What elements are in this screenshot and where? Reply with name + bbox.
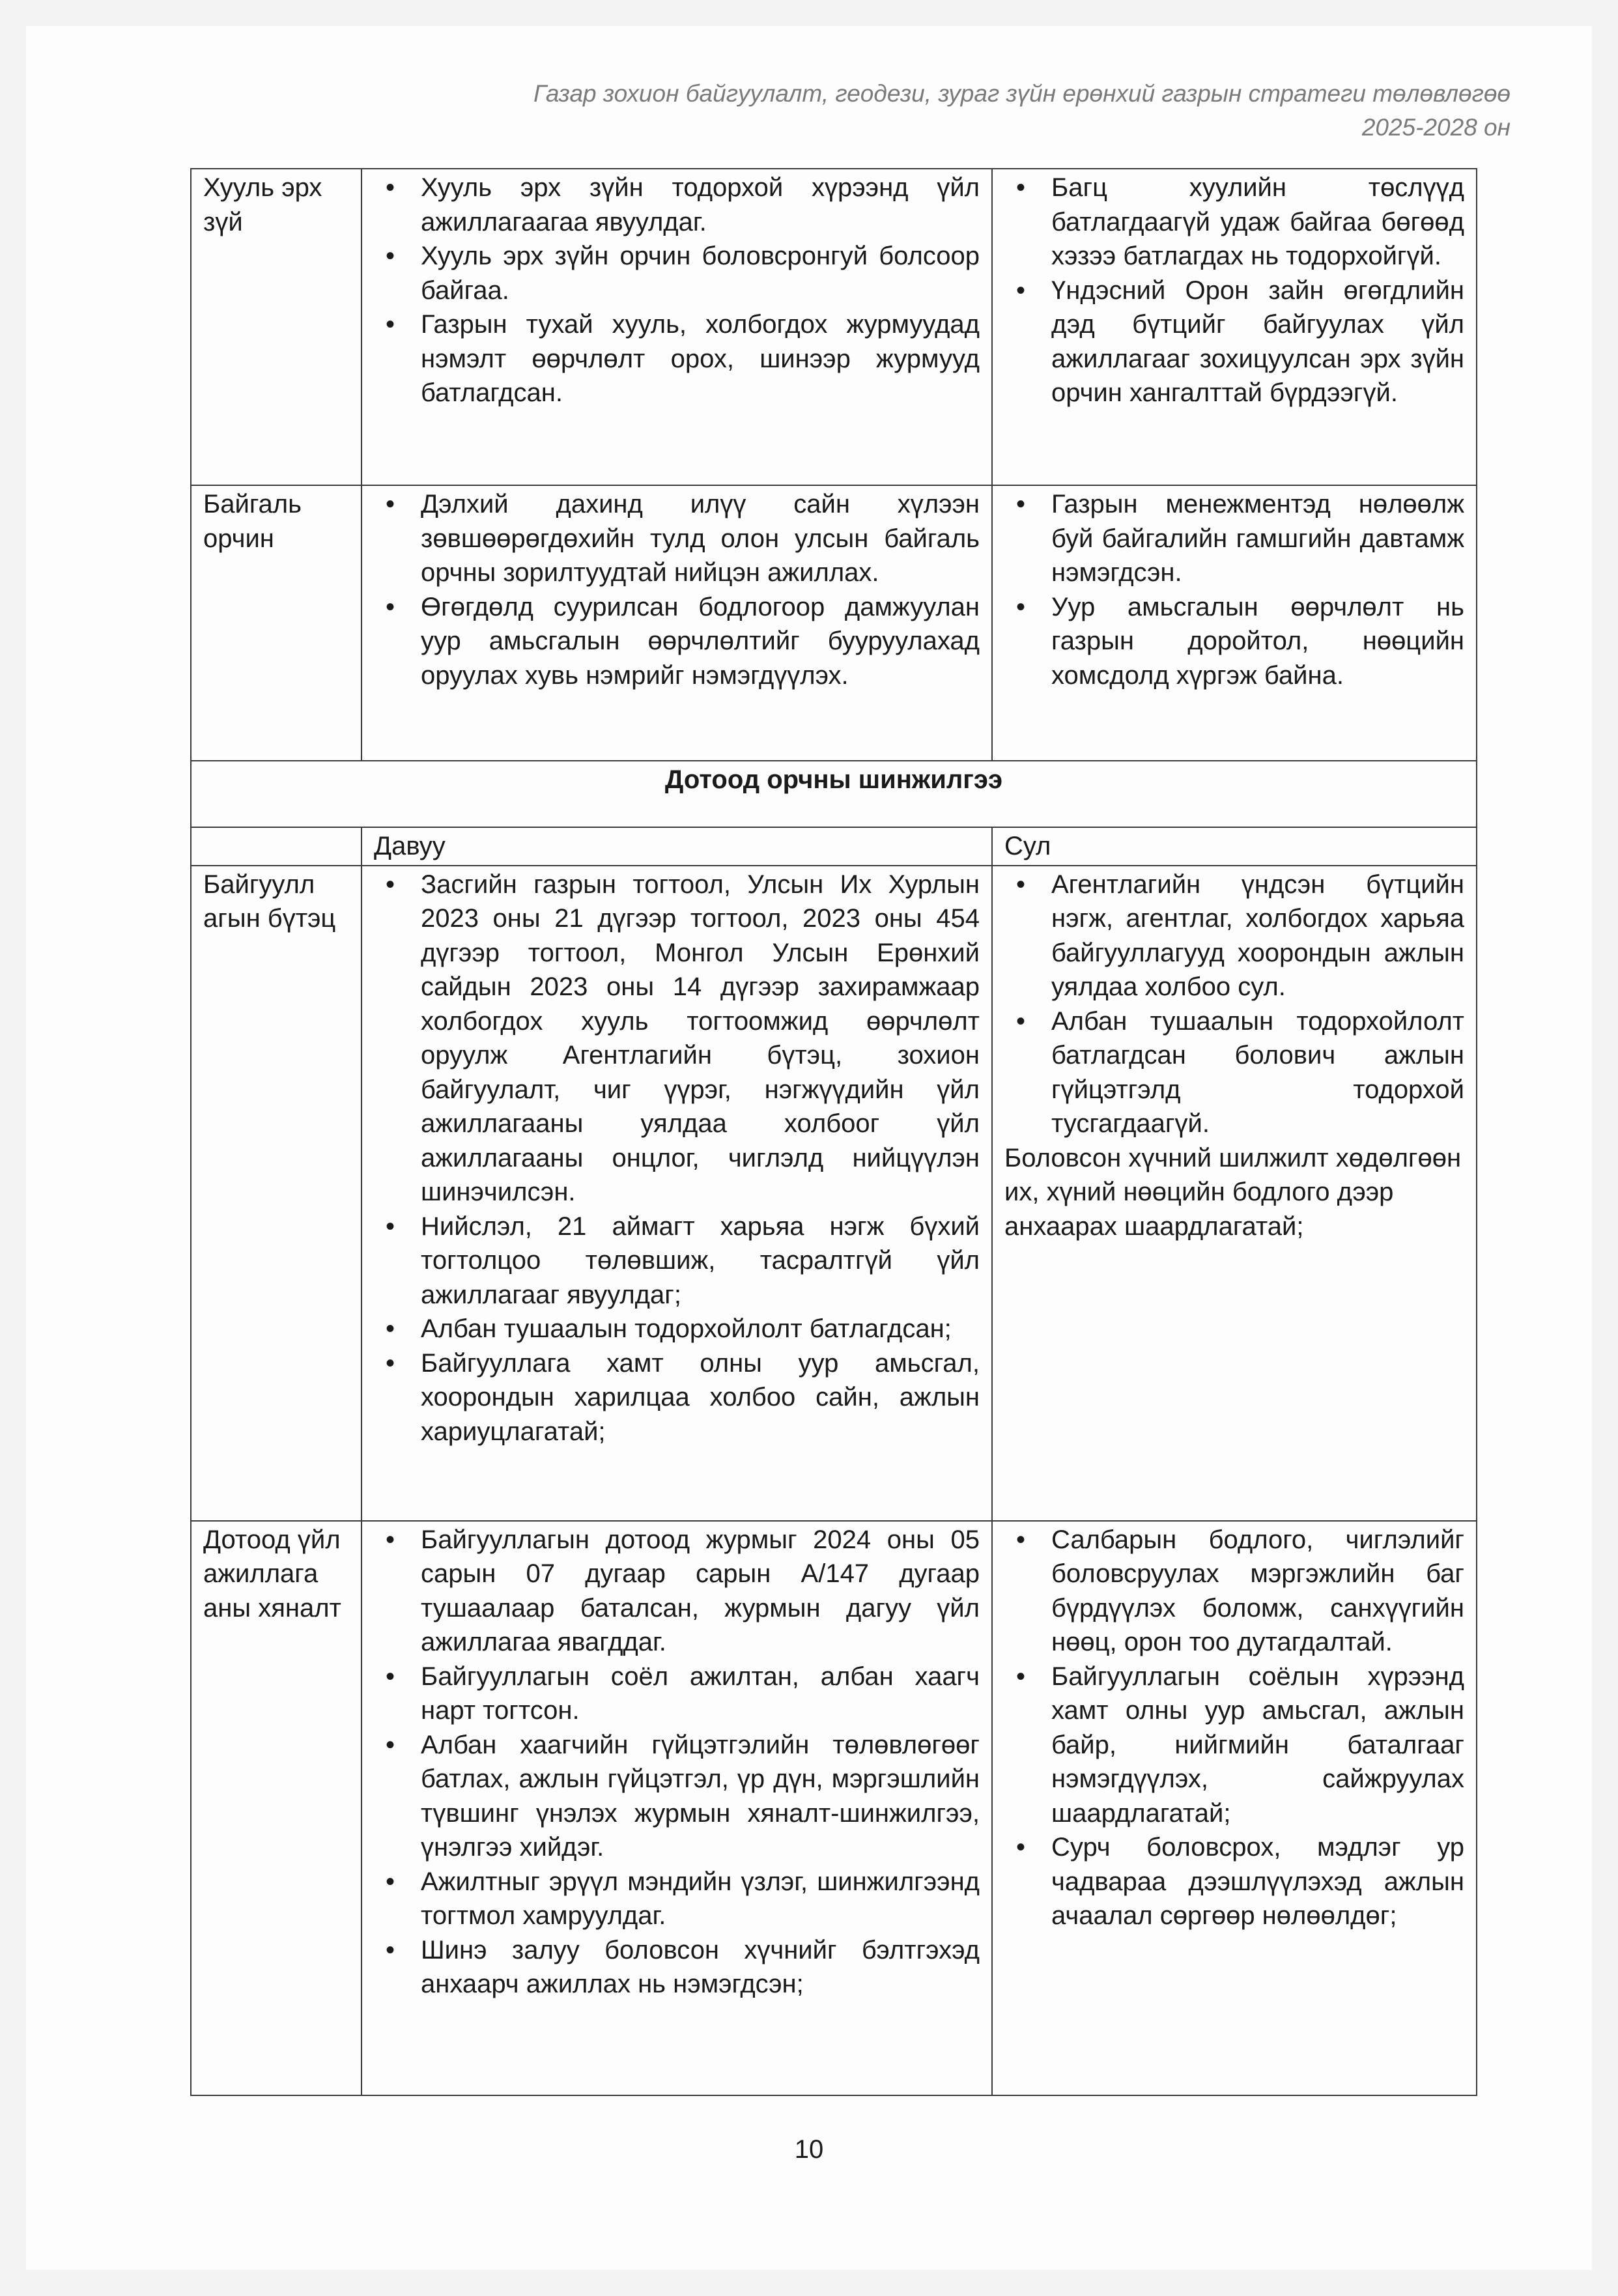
list-item: • Сурч боловсрох, мэдлэг ур чадвараа дээшлүүлэхэд ажлын ачаалал сөргөөр нөлөөлдөг; [1004,1830,1464,1933]
row-label-control: Дотоод үйл ажиллага аны хяналт [191,1521,362,2095]
swot-table [190,168,1477,2096]
list-item: • Байгууллагын дотоод журмыг 2024 оны 05 сарын 07 дугаар сарын А/147 дугаар тушаалаар баталсан, журмын дагуу үйл ажиллагаа явагддаг. [374,1523,980,1660]
list-item: • Шинэ залуу боловсон хүчнийг бэлтгэхэд анхаарч ажиллах нь нэмэгдсэн; [374,1933,980,2002]
structure-extra-note: Боловсон хүчний шилжилт хөдөлгөөн их, хүний нөөцийн бодлого дээр анхаарах шаардлагатай; [1004,1143,1462,1241]
list-item: • Агентлагийн үндсэн бүтцийн нэгж, агентлаг, холбогдох харьяа байгууллагууд хоорондын ажлын уялдаа холбоо сул. [1004,868,1464,1004]
list-item: • Хууль эрх зүйн тодорхой хүрээнд үйл ажиллагаагаа явуулдаг. [374,171,980,239]
page-header [533,77,1511,145]
section-title: Дотоод орчны шинжилгээ [191,761,1477,827]
table-row-control [191,1521,1477,2095]
table-row-nature [191,485,1477,761]
list-item: • Албан хаагчийн гүйцэтгэлийн төлөвлөгөөг батлах, ажлын гүйцэтгэл, үр дүн, мэргэшлийн түвшинг үнэлэх журмын хяналт-шинжилгээ, үнэлгээ хийдэг. [374,1728,980,1865]
list-item: • Газрын тухай хууль, холбогдох журмуудад нэмэлт өөрчлөлт орох, шинээр журмууд батлагдсан. [374,307,980,410]
control-strengths-cell [362,1521,992,2095]
law-strengths-cell [362,169,992,485]
list-item: • Дэлхий дахинд илүү сайн хүлээн зөвшөөрөгдөхийн тулд олон улсын байгаль орчны зорилтуудтай нийцэн ажиллах. [374,487,980,590]
header-years: 2025-2028 он [1361,114,1511,141]
list-item: • Засгийн газрын тогтоол, Улсын Их Хурлын 2023 оны 21 дүгээр тогтоол, 2023 оны 454 дүгээр тогтоол, Монгол Улсын Ерөнхий сайдын 2023 оны 14 дүгээр захирамжаар холбогдох хууль тогтоомжид өөрчлөлт оруулж Агентлагийн бүтэц, зохион байгуулалт, чиг үүрэг, нэгжүүдийн үйл ажиллагааны уялдаа холбоог үйл ажиллагааны онцлог, чиглэлд нийцүүлэн шинэчилсэн. [374,868,980,1210]
list-item: • Байгууллагын соёлын хүрээнд хамт олны уур амьсгал, ажлын байр, нийгмийн баталгааг нэмэгдүүлэх, сайжруулах шаардлагатай; [1004,1660,1464,1831]
nature-strengths-cell [362,485,992,761]
list-item: • Багц хуулийн төслүүд батлагдаагүй удаж байгаа бөгөөд хэзээ батлагдах нь тодорхойгүй. [1004,171,1464,274]
column-header-row [191,827,1477,866]
list-item: • Газрын менежментэд нөлөөлж буй байгалийн гамшгийн давтамж нэмэгдсэн. [1004,487,1464,590]
column-header-empty [191,827,362,866]
table-row-structure [191,866,1477,1521]
list-item: • Нийслэл, 21 аймагт харьяа нэгж бүхий тогтолцоо төлөвшиж, тасралтгүй үйл ажиллагааг явуулдаг; [374,1210,980,1312]
structure-strengths-cell [362,866,992,1521]
section-row [191,761,1477,827]
list-item: • Үндэсний Орон зайн өгөгдлийн дэд бүтцийг байгуулах үйл ажиллагааг зохицуулсан эрх зүйн орчин хангалттай бүрдээгүй. [1004,274,1464,410]
list-item: • Албан тушаалын тодорхойлолт батлагдсан болович ажлын гүйцэтгэлд тодорхой тусгагдаагүй. [1004,1004,1464,1141]
list-item: • Ажилтныг эрүүл мэндийн үзлэг, шинжилгээнд тогтмол хамруулдаг. [374,1865,980,1933]
control-weaknesses-cell [992,1521,1477,2095]
list-item: • Уур амьсгалын өөрчлөлт нь газрын доройтол, нөөцийн хомсдолд хүргэж байна. [1004,590,1464,693]
list-item: • Албан тушаалын тодорхойлолт батлагдсан; [374,1312,980,1346]
list-item: • Хууль эрх зүйн орчин боловсронгуй болсоор байгаа. [374,239,980,307]
column-header-weaknesses: Сул [992,827,1477,866]
page-number: 10 [794,2135,824,2164]
row-label-structure: Байгуулл агын бүтэц [191,866,362,1521]
list-item: • Байгууллага хамт олны уур амьсгал, хоорондын харилцаа холбоо сайн, ажлын хариуцлагатай; [374,1346,980,1449]
row-label-nature: Байгаль орчин [191,485,362,761]
list-item: • Өгөгдөлд суурилсан бодлогоор дамжуулан уур амьсгалын өөрчлөлтийг бууруулахад оруулах хувь нэмрийг нэмэгдүүлэх. [374,590,980,693]
structure-weaknesses-cell [992,866,1477,1521]
list-item: • Байгууллагын соёл ажилтан, албан хаагч нарт тогтсон. [374,1660,980,1728]
column-header-strengths: Давуу [362,827,992,866]
list-item: • Салбарын бодлого, чиглэлийг боловсруулах мэргэжлийн баг бүрдүүлэх боломж, санхүүгийн нөөц, орон тоо дутагдалтай. [1004,1523,1464,1660]
law-weaknesses-cell [992,169,1477,485]
header-title: Газар зохион байгуулалт, геодези, зураг зүйн ерөнхий газрын стратеги төлөвлөгөө [533,80,1511,107]
row-label-law: Хууль эрх зүй [191,169,362,485]
nature-weaknesses-cell [992,485,1477,761]
table-row-law [191,169,1477,485]
